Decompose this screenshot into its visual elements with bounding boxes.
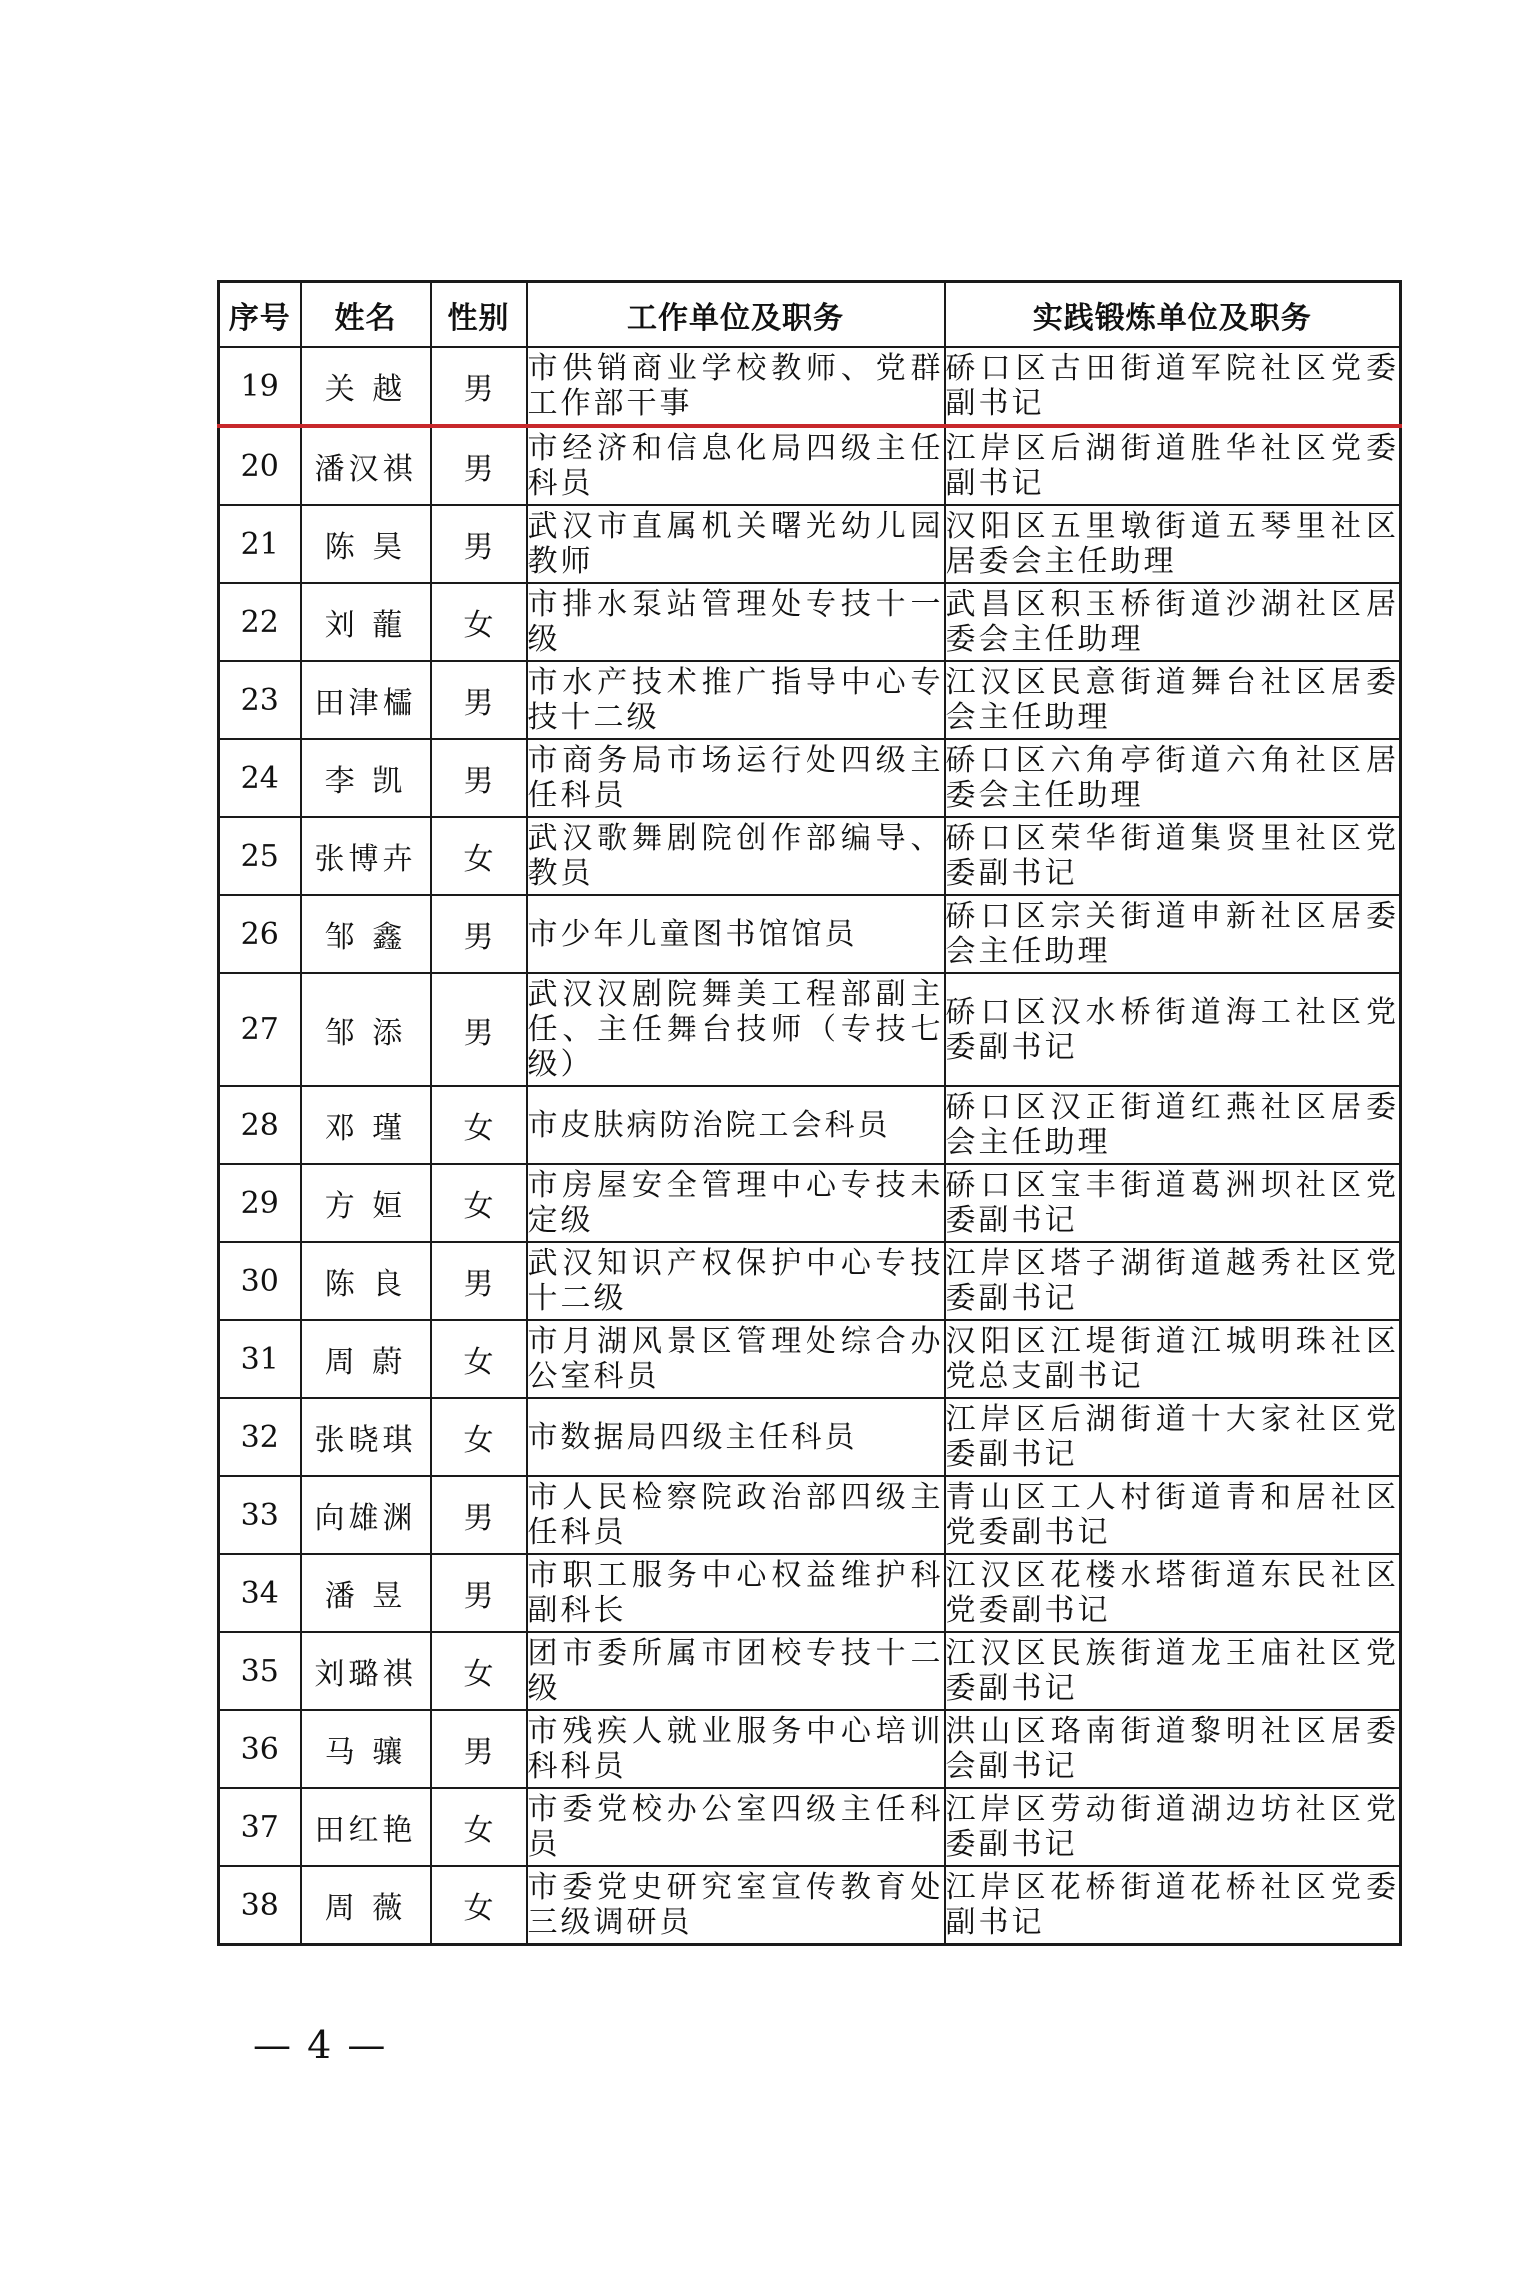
row-number: 27: [219, 973, 301, 1086]
table-row: [219, 1554, 1401, 1632]
row-name: 周 蔚: [301, 1320, 431, 1398]
row-work-unit: 市皮肤病防治院工会科员: [527, 1086, 945, 1164]
row-gender: 男: [431, 895, 527, 973]
row-work-unit: 市商务局市场运行处四级主任科员: [527, 739, 945, 817]
row-name: 张晓琪: [301, 1398, 431, 1476]
row-practice-unit: 硚口区古田街道军院社区党委副书记: [945, 347, 1401, 426]
row-number: 30: [219, 1242, 301, 1320]
header-name: 姓名: [301, 282, 431, 348]
table-body: [219, 347, 1401, 1945]
row-work-unit: 市排水泵站管理处专技十一级: [527, 583, 945, 661]
row-practice-unit: 青山区工人村街道青和居社区党委副书记: [945, 1476, 1401, 1554]
table-row: [219, 1242, 1401, 1320]
row-name: 刘 蘢: [301, 583, 431, 661]
table-row: [219, 817, 1401, 895]
row-gender: 女: [431, 1398, 527, 1476]
row-work-unit: 武汉市直属机关曙光幼儿园教师: [527, 505, 945, 583]
row-work-unit: 武汉汉剧院舞美工程部副主任、主任舞台技师（专技七级）: [527, 973, 945, 1086]
row-practice-unit: 硚口区六角亭街道六角社区居委会主任助理: [945, 739, 1401, 817]
row-work-unit: 市月湖风景区管理处综合办公室科员: [527, 1320, 945, 1398]
table-row: [219, 1320, 1401, 1398]
table-row: [219, 1866, 1401, 1945]
row-work-unit: 市房屋安全管理中心专技未定级: [527, 1164, 945, 1242]
row-gender: 男: [431, 426, 527, 505]
row-practice-unit: 硚口区宗关街道申新社区居委会主任助理: [945, 895, 1401, 973]
row-name: 方 姮: [301, 1164, 431, 1242]
row-name: 邓 瑾: [301, 1086, 431, 1164]
row-gender: 男: [431, 1710, 527, 1788]
table-row: [219, 1398, 1401, 1476]
row-number: 19: [219, 347, 301, 426]
row-number: 38: [219, 1866, 301, 1945]
row-practice-unit: 洪山区珞南街道黎明社区居委会副书记: [945, 1710, 1401, 1788]
row-number: 34: [219, 1554, 301, 1632]
table-row: [219, 895, 1401, 973]
row-gender: 男: [431, 973, 527, 1086]
row-work-unit: 武汉知识产权保护中心专技十二级: [527, 1242, 945, 1320]
row-gender: 女: [431, 817, 527, 895]
row-name: 邹 鑫: [301, 895, 431, 973]
page-number: — 4 —: [253, 2023, 388, 2067]
row-practice-unit: 江汉区民族街道龙王庙社区党委副书记: [945, 1632, 1401, 1710]
row-gender: 女: [431, 1866, 527, 1945]
table-row: [219, 739, 1401, 817]
row-number: 28: [219, 1086, 301, 1164]
row-practice-unit: 汉阳区五里墩街道五琴里社区居委会主任助理: [945, 505, 1401, 583]
row-gender: 女: [431, 1788, 527, 1866]
row-number: 36: [219, 1710, 301, 1788]
row-work-unit: 团市委所属市团校专技十二级: [527, 1632, 945, 1710]
table-row: [219, 973, 1401, 1086]
row-work-unit: 市经济和信息化局四级主任科员: [527, 426, 945, 505]
row-practice-unit: 武昌区积玉桥街道沙湖社区居委会主任助理: [945, 583, 1401, 661]
row-number: 20: [219, 426, 301, 505]
roster-table: [217, 280, 1402, 1946]
row-number: 31: [219, 1320, 301, 1398]
table-row: [219, 426, 1401, 505]
header-no: 序号: [219, 282, 301, 348]
row-name: 向雄渊: [301, 1476, 431, 1554]
row-gender: 女: [431, 1164, 527, 1242]
row-number: 23: [219, 661, 301, 739]
row-gender: 女: [431, 583, 527, 661]
row-number: 32: [219, 1398, 301, 1476]
row-number: 33: [219, 1476, 301, 1554]
row-work-unit: 市委党校办公室四级主任科员: [527, 1788, 945, 1866]
row-practice-unit: 硚口区汉水桥街道海工社区党委副书记: [945, 973, 1401, 1086]
row-gender: 男: [431, 661, 527, 739]
row-number: 37: [219, 1788, 301, 1866]
row-name: 邹 添: [301, 973, 431, 1086]
header-work-unit: 工作单位及职务: [527, 282, 945, 348]
row-name: 刘璐祺: [301, 1632, 431, 1710]
row-practice-unit: 江岸区后湖街道十大家社区党委副书记: [945, 1398, 1401, 1476]
row-name: 张博卉: [301, 817, 431, 895]
row-work-unit: 市供销商业学校教师、党群工作部干事: [527, 347, 945, 426]
row-number: 29: [219, 1164, 301, 1242]
row-practice-unit: 江岸区劳动街道湖边坊社区党委副书记: [945, 1788, 1401, 1866]
row-name: 田津櫺: [301, 661, 431, 739]
table-row: [219, 1086, 1401, 1164]
table-row: [219, 1164, 1401, 1242]
row-practice-unit: 汉阳区江堤街道江城明珠社区党总支副书记: [945, 1320, 1401, 1398]
roster-sheet: [217, 280, 1399, 1946]
row-work-unit: 市水产技术推广指导中心专技十二级: [527, 661, 945, 739]
row-number: 26: [219, 895, 301, 973]
table-row: [219, 1632, 1401, 1710]
row-work-unit: 市委党史研究室宣传教育处三级调研员: [527, 1866, 945, 1945]
row-gender: 男: [431, 1476, 527, 1554]
row-gender: 女: [431, 1320, 527, 1398]
row-gender: 女: [431, 1086, 527, 1164]
table-header: [219, 282, 1401, 348]
table-row: [219, 1476, 1401, 1554]
row-name: 潘汉祺: [301, 426, 431, 505]
row-work-unit: 武汉歌舞剧院创作部编导、教员: [527, 817, 945, 895]
table-row: [219, 583, 1401, 661]
row-work-unit: 市残疾人就业服务中心培训科科员: [527, 1710, 945, 1788]
row-work-unit: 市职工服务中心权益维护科副科长: [527, 1554, 945, 1632]
row-practice-unit: 江汉区民意街道舞台社区居委会主任助理: [945, 661, 1401, 739]
row-gender: 男: [431, 347, 527, 426]
row-practice-unit: 硚口区宝丰街道葛洲坝社区党委副书记: [945, 1164, 1401, 1242]
table-row: [219, 1710, 1401, 1788]
row-work-unit: 市人民检察院政治部四级主任科员: [527, 1476, 945, 1554]
row-practice-unit: 江汉区花楼水塔街道东民社区党委副书记: [945, 1554, 1401, 1632]
row-practice-unit: 江岸区塔子湖街道越秀社区党委副书记: [945, 1242, 1401, 1320]
row-gender: 男: [431, 739, 527, 817]
row-practice-unit: 硚口区汉正街道红燕社区居委会主任助理: [945, 1086, 1401, 1164]
row-name: 潘 昱: [301, 1554, 431, 1632]
row-number: 21: [219, 505, 301, 583]
row-name: 马 骧: [301, 1710, 431, 1788]
header-practice-unit: 实践锻炼单位及职务: [945, 282, 1401, 348]
row-gender: 男: [431, 1554, 527, 1632]
row-work-unit: 市数据局四级主任科员: [527, 1398, 945, 1476]
table-row: [219, 1788, 1401, 1866]
row-practice-unit: 江岸区后湖街道胜华社区党委副书记: [945, 426, 1401, 505]
row-name: 田红艳: [301, 1788, 431, 1866]
row-number: 35: [219, 1632, 301, 1710]
row-number: 25: [219, 817, 301, 895]
table-row: [219, 505, 1401, 583]
row-name: 周 薇: [301, 1866, 431, 1945]
row-work-unit: 市少年儿童图书馆馆员: [527, 895, 945, 973]
header-gender: 性别: [431, 282, 527, 348]
table-row: [219, 347, 1401, 426]
row-gender: 男: [431, 505, 527, 583]
row-practice-unit: 硚口区荣华街道集贤里社区党委副书记: [945, 817, 1401, 895]
row-name: 李 凯: [301, 739, 431, 817]
row-practice-unit: 江岸区花桥街道花桥社区党委副书记: [945, 1866, 1401, 1945]
row-number: 22: [219, 583, 301, 661]
row-number: 24: [219, 739, 301, 817]
row-name: 关 越: [301, 347, 431, 426]
table-row: [219, 661, 1401, 739]
row-gender: 女: [431, 1632, 527, 1710]
row-name: 陈 昊: [301, 505, 431, 583]
row-gender: 男: [431, 1242, 527, 1320]
row-name: 陈 良: [301, 1242, 431, 1320]
